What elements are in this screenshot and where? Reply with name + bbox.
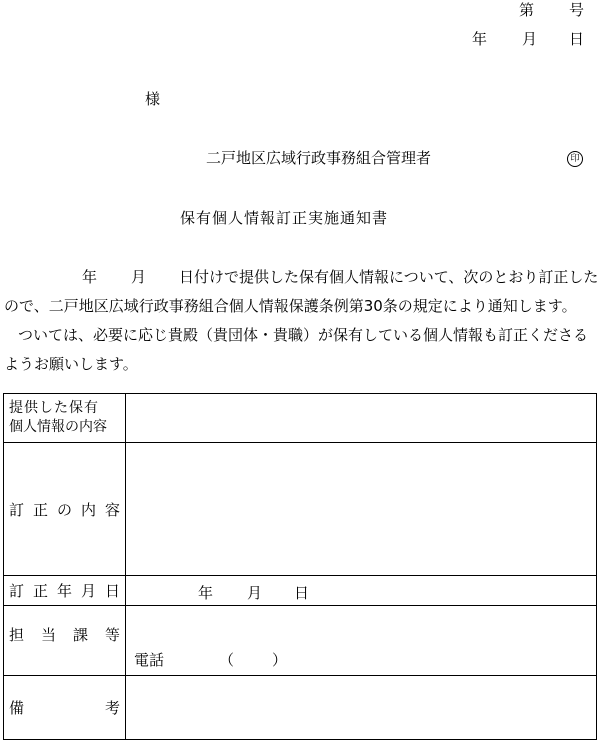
table-row-correction-date: [4, 576, 597, 606]
date-year-label: 年: [472, 30, 488, 48]
table-row-remarks: [4, 676, 597, 740]
phone-paren-close: ）: [272, 651, 288, 669]
remarks-label: [4, 676, 126, 740]
label-char: 内: [80, 500, 96, 519]
phone-paren-open: （: [219, 651, 235, 669]
addressee-sama: 様: [145, 90, 161, 108]
body-year: 年: [82, 268, 98, 286]
correction-content-label: [4, 443, 126, 576]
date-day-label: 日: [569, 30, 585, 48]
correction-details-table: [3, 393, 597, 740]
correction-date-year: 年: [198, 583, 214, 602]
label-char: 容: [104, 500, 120, 519]
label-char: 考: [104, 699, 120, 717]
provided-info-value[interactable]: [126, 394, 597, 443]
phone-label: 電話: [134, 651, 165, 669]
correction-date-value[interactable]: [126, 576, 597, 606]
label-char: 当: [40, 626, 56, 644]
correction-content-value[interactable]: [126, 443, 597, 576]
provided-info-label-line-2: 個人情報の内容: [9, 419, 107, 435]
label-char: 等: [104, 626, 120, 644]
document-title: 保有個人情報訂正実施通知書: [180, 209, 389, 227]
table-row-provided-info: [4, 394, 597, 443]
number-dai-label: 第: [519, 1, 535, 19]
body-line-4: ようお願いします。: [4, 355, 138, 373]
table-row-department: [4, 606, 597, 676]
correction-date-label: [4, 576, 126, 606]
label-char: 訂: [9, 500, 25, 519]
seal-icon: 印: [567, 151, 583, 167]
label-char: 課: [72, 626, 88, 644]
provided-info-label: [4, 394, 126, 443]
label-char: 日: [104, 582, 120, 600]
body-month: 月: [131, 268, 147, 286]
correction-date-day: 日: [294, 583, 310, 602]
label-char: 正: [32, 500, 48, 519]
date-month-label: 月: [522, 30, 538, 48]
correction-date-month: 月: [247, 583, 263, 602]
label-char: の: [56, 500, 72, 519]
body-line-1-text: 日付けで提供した保有個人情報について、次のとおり訂正した: [179, 268, 599, 286]
department-value[interactable]: [126, 606, 597, 676]
label-char: 正: [32, 582, 48, 600]
number-go-label: 号: [569, 1, 585, 19]
remarks-value[interactable]: [126, 676, 597, 740]
sender-name: 二戸地区広域行政事務組合管理者: [206, 149, 432, 167]
label-char: 年: [56, 582, 72, 600]
provided-info-label-line-1: 提供した保有: [9, 400, 99, 416]
label-char: 担: [9, 626, 25, 644]
table-row-correction-content: [4, 443, 597, 576]
department-label: [4, 606, 126, 676]
label-char: 備: [9, 699, 25, 717]
body-line-2: ので、二戸地区広域行政事務組合個人情報保護条例第30条の規定により通知します。: [4, 297, 577, 315]
body-line-3: ついては、必要に応じ貴殿（貴団体・貴職）が保有している個人情報も訂正くださる: [18, 326, 589, 344]
label-char: 月: [80, 582, 96, 600]
label-char: 訂: [9, 582, 25, 600]
